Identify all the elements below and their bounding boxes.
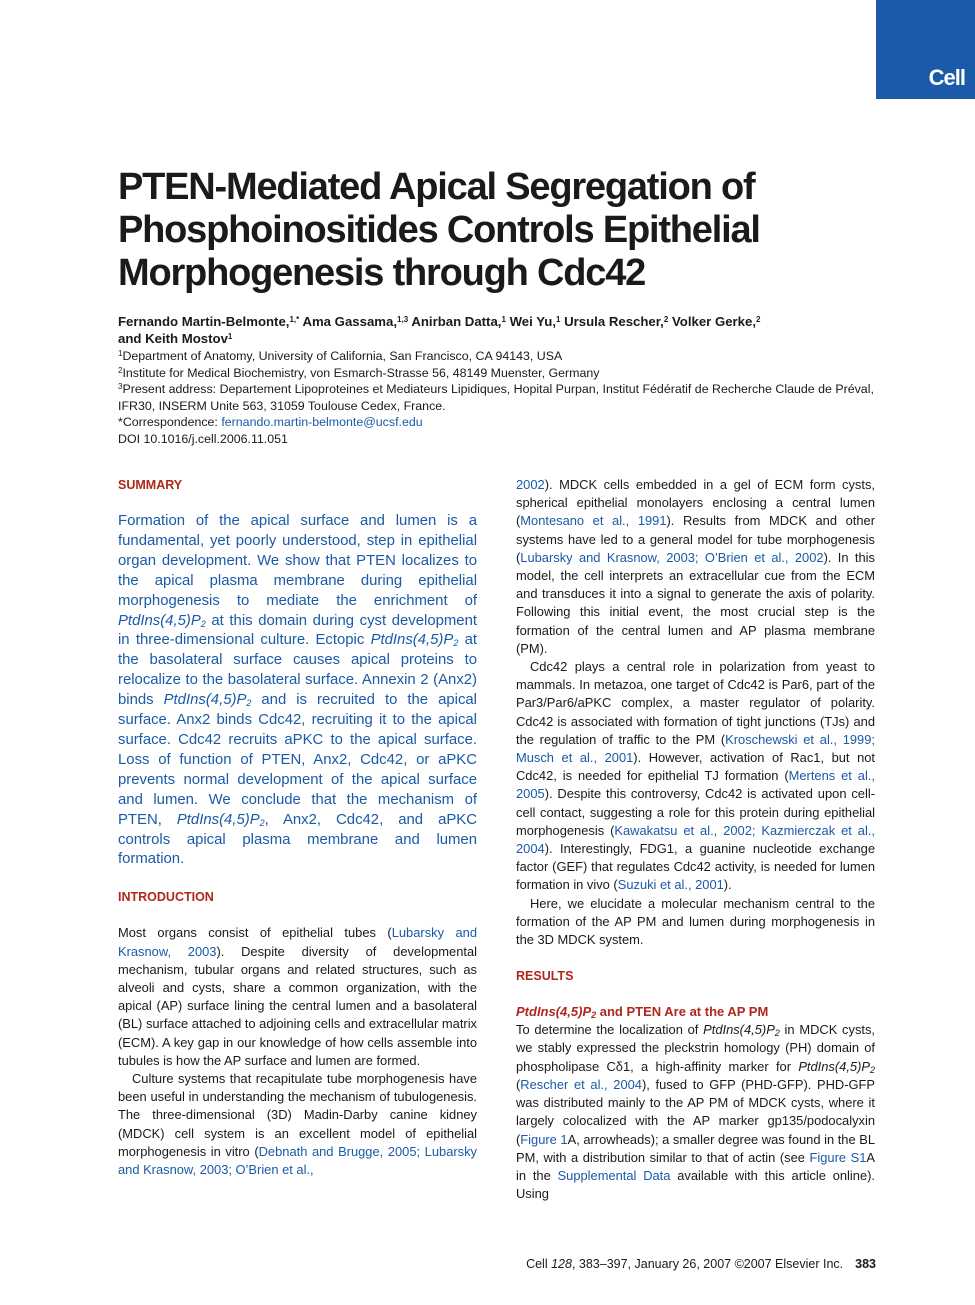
article-title: PTEN-Mediated Apical Segregation of Phosphoinositides Controls Epithelial Morphogenesis through Cdc42 [118,166,760,294]
affiliation: $^3$Present address: Departement Lipoproteines et Mediateurs Lipidiques, Hopital Purpan, Institut Fédératif de Recherche Claude de Préval, IFR30, INSERM Unite 563, 31059 Toulouse Cedex, France. [118,382,874,413]
author: Ursula Rescher,$^2$ [564,314,669,329]
summary-heading: SUMMARY [118,478,183,492]
results-subheading: $PtdIns(4,5)P_2$ and PTEN Are at the AP PM [516,1004,769,1021]
citation-link[interactable]: Kawakatsu et al., 2002; Kazmierczak et al., 2004 [516,822,875,857]
introduction-heading: INTRODUCTION [118,890,214,905]
journal-badge [876,0,975,99]
affiliation: $^2$Institute for Medical Biochemistry, von Esmarch-Strasse 56, 48149 Muenster, Germany [118,365,600,380]
author: Ama Gassama,$^{1,3}$ [302,314,409,329]
citation-link[interactable]: Kroschewski et al., 1999; Musch et al., 2001 [516,731,875,766]
intro-paragraph: 2002). MDCK cells embedded in a gel of ECM form cysts, spherical epithelial monolayers enclosing a central lumen (Montesano et al., 1991). Results from MDCK and other systems have led to a general model for tube morphogenesis (Lubarsky and Krasnow, 2003; O’Brien et al., 2002). In this model, the cell interprets an extracellular cue from the ECM and transduces it into a signal to generate the axis of polarity. Following this initial event, the most crucial step is the formation of the central lumen and AP plasma membrane (PM). [516,477,876,656]
affiliation: $^1$Department of Anatomy, University of California, San Francisco, CA 94143, USA [118,349,563,363]
doi: DOI 10.1016/j.cell.2006.11.051 [118,431,288,446]
page-number: 383 [855,1257,876,1271]
citation-link[interactable]: Debnath and Brugge, 2005; Lubarsky and Krasnow, 2003; O’Brien et al., [118,1143,477,1177]
intro-paragraph: Cdc42 plays a central role in polarization from yeast to mammals. In metazoa, one target of Cdc42 is Par6, part of the Par3/Par6/aPKC complex, a master regulator of polarity. Cdc42 is associated with formation of tight junctions (TJs) and the regulation of traffic to the PM (Kroschewski et al., 1999; Musch et al., 2001). However, activation of Rac1, but not Cdc42, is needed for epithelial TJ formation (Mertens et al., 2005). Despite this controversy, Cdc42 is activated upon cell-cell contact, suggesting a role for this protein during epithelial morphogenesis (Kawakatsu et al., 2002; Kazmierczak et al., 2004). Interestingly, FDG1, a guanine nucleotide exchange factor (GEF) that regulates Cdc42 activity, is needed for lumen formation in vivo (Suzuki et al., 2001). [516,659,875,893]
intro-paragraph: Culture systems that recapitulate tube morphogenesis have been useful in understanding the mechanism of tubulogenesis. The three-dimensional (3D) Madin-Darby canine kidney (MDCK) cell system is an excellent model of epithelial morphogenesis in vitro (Debnath and Brugge, 2005; Lubarsky and Krasnow, 2003; O’Brien et al., [118,1070,477,1177]
author: and Keith Mostov$^1$ [118,331,233,346]
intro-paragraph: Here, we elucidate a molecular mechanism central to the formation of the AP PM and lumen during morphogenesis in the 3D MDCK system. [516,895,875,948]
figure-link[interactable]: Figure 1 [520,1131,568,1147]
author-list [118,313,878,347]
summary-text: Formation of the apical surface and lumen is a fundamental, yet poorly understood, step in epithelial organ development. We show that PTEN localizes to the apical plasma membrane during epithelial morphogenesis to mediate the enrichment of $PtdIns(4,5)P_2$ at this domain during cyst development in three-dimensional culture. Ectopic $PtdIns(4,5)P_2$ at the basolateral surface causes apical proteins to relocalize to the basolateral surface. Annexin 2 (Anx2) binds $PtdIns(4,5)P_2$ and is recruited to the apical surface. Anx2 binds Cdc42, recruiting it to the apical surface. Cdc42 recruits aPKC to the apical surface. Loss of function of PTEN, Anx2, Cdc42, or aPKC prevents normal development of the apical surface and lumen. We conclude that the mechanism of PTEN, $PtdIns(4,5)P_2$, Anx2, Cdc42, and aPKC controls apical plasma membrane and lumen formation. [118,513,477,868]
citation-link[interactable]: Lubarsky and Krasnow, 2003 [118,925,477,959]
correspondence: *Correspondence: fernando.martin-belmonte@ucsf.edu [118,415,423,430]
journal-logo: Cell [928,65,965,90]
citation-link[interactable]: 2002 [516,477,545,492]
author: Wei Yu,$^1$ [509,314,561,329]
author: Volker Gerke,$^2$ [671,314,761,329]
right-column [516,476,875,1203]
intro-paragraph: Most organs consist of epithelial tubes (Lubarsky and Krasnow, 2003). Despite diversity of developmental mechanism, tubular organs and related structures, such as alveoli and cysts, share a common organization, with the apical (AP) surface lining the central lumen and a basolateral (BL) surface attached to adjoining cells and extracellular matrix (ECM). A key gap in our knowledge of how cells assemble into tubules is how the AP surface and lumen are formed. [118,925,477,1068]
author: Anirban Datta,$^1$ [411,314,506,329]
citation-link[interactable]: Mertens et al., 2005 [516,768,875,802]
citation-link[interactable]: Lubarsky and Krasnow, 2003; O’Brien et al., 2002 [520,549,824,565]
citation-link[interactable]: Rescher et al., 2004 [520,1076,642,1092]
affiliations [118,348,878,448]
supplement-link[interactable]: Supplemental Data [557,1167,671,1183]
author: Fernando Martin-Belmonte,$^{1,*}$ [118,314,300,329]
left-column [118,476,477,1179]
figure-link[interactable]: Figure S1 [809,1149,867,1165]
citation-link[interactable]: Montesano et al., 1991 [520,513,667,529]
page-footer: Cell 128, 383–397, January 26, 2007 ©2007 Elsevier Inc. 383 [526,1257,876,1271]
citation-link[interactable]: Suzuki et al., 2001 [617,877,724,893]
results-heading: RESULTS [516,969,574,984]
results-paragraph: To determine the localization of $PtdIns(4,5)P_2$ in MDCK cysts, we stably expressed the pleckstrin homology (PH) domain of phospholipase Cδ1, a high-affinity marker for $PtdIns(4,5)P_2$ (Rescher et al., 2004), fused to GFP (PHD-GFP). PHD-GFP was distributed mainly to the AP PM of MDCK cysts, where it largely colocalized with the AP marker gp135/podocalyxin (Figure 1A, arrowheads); a smaller degree was found in the BL PM, with a distribution similar to that of actin (see Figure S1A in the Supplemental Data available with this article online). Using [516,1022,876,1202]
email-link[interactable]: fernando.martin-belmonte@ucsf.edu [221,415,423,430]
